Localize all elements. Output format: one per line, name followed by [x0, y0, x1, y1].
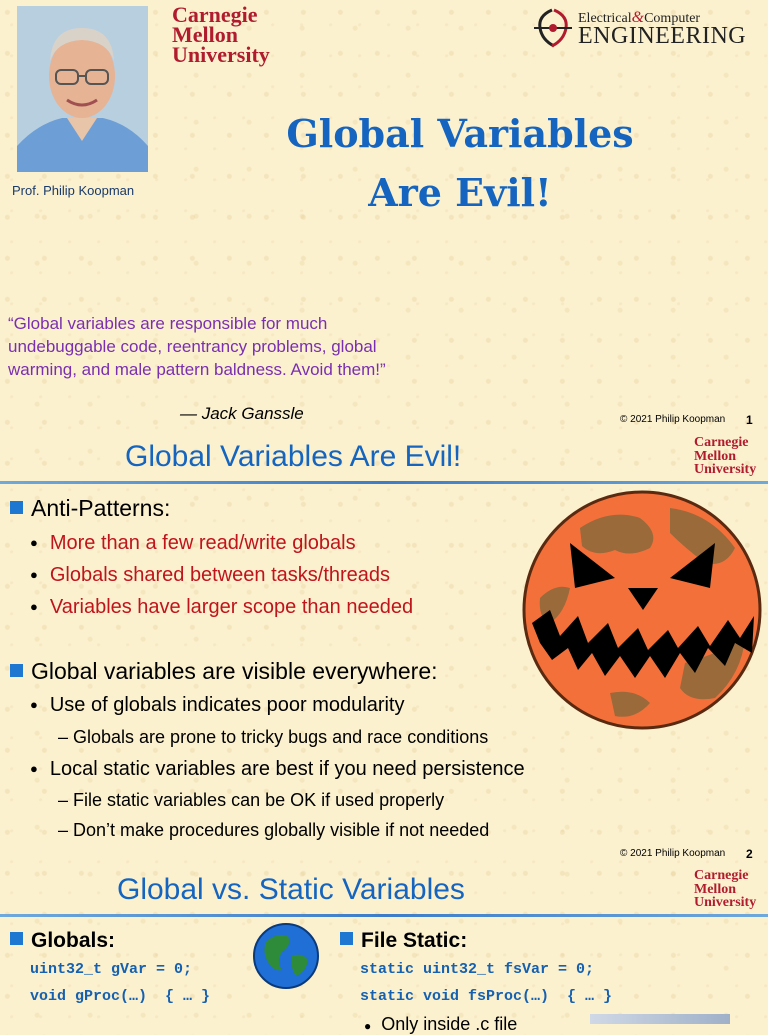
file-static-subbullet: ● Only inside .c file	[364, 1014, 518, 1034]
earth-globe-icon	[252, 922, 320, 995]
slide3-title: Global vs. Static Variables	[117, 873, 465, 906]
slide2-cmu-logo: Carnegie Mellon University	[694, 435, 757, 478]
square-bullet-icon	[10, 932, 23, 945]
slide2-title: Global Variables Are Evil!	[125, 440, 462, 473]
slide2-page-number: 2	[746, 847, 753, 861]
point-modularity: ● Use of globals indicates poor modularity	[30, 694, 405, 717]
evil-globe-jackolantern-icon	[520, 488, 764, 737]
quote-author: — Jack Ganssle	[180, 404, 304, 423]
partial-image	[590, 1014, 730, 1024]
slide2-title-divider	[0, 481, 768, 484]
professor-name: Prof. Philip Koopman	[12, 183, 135, 198]
professor-photo	[17, 6, 148, 172]
antipatterns-heading: Anti-Patterns:	[10, 495, 170, 522]
antipattern-item: ● Variables have larger scope than needed	[30, 596, 413, 619]
globals-heading: Globals:	[10, 929, 115, 953]
square-bullet-icon	[10, 501, 23, 514]
slide1-copyright: © 2021 Philip Koopman	[620, 414, 726, 425]
file-static-code-line: static void fsProc(…) { … }	[360, 988, 613, 1005]
cmu-logo: Carnegie Mellon University	[172, 2, 270, 68]
file-static-heading: File Static:	[340, 929, 467, 953]
ece-logo: Electrical&Computer ENGINEERING	[532, 6, 762, 50]
slide3-title-divider	[0, 914, 768, 917]
globals-code-line: void gProc(…) { … }	[30, 988, 211, 1005]
subpoint-file-static: – File static variables can be OK if used properly	[58, 790, 445, 810]
slide1-page-number: 1	[746, 413, 753, 427]
globals-code-line: uint32_t gVar = 0;	[30, 961, 193, 978]
square-bullet-icon	[340, 932, 353, 945]
slide2-copyright: © 2021 Philip Koopman	[620, 848, 726, 859]
square-bullet-icon	[10, 664, 23, 677]
ganssle-quote: “Global variables are responsible for much undebuggable code, reentrancy problems, global warming, and male pattern baldness. Avoid them!”	[8, 314, 386, 379]
subpoint-procedures: – Don’t make procedures globally visible if not needed	[58, 820, 490, 840]
subpoint-bugs: – Globals are prone to tricky bugs and race conditions	[58, 727, 489, 747]
point-persistence: ● Local static variables are best if you need persistence	[30, 758, 525, 781]
visibility-heading: Global variables are visible everywhere:	[10, 658, 438, 685]
antipattern-item: ● Globals shared between tasks/threads	[30, 564, 390, 587]
antipattern-item: ● More than a few read/write globals	[30, 532, 356, 555]
slide1-title: Global Variables Are Evil!	[286, 111, 634, 215]
file-static-code-line: static uint32_t fsVar = 0;	[360, 961, 595, 978]
ece-emblem-icon	[532, 6, 574, 50]
slide3-cmu-logo: Carnegie Mellon University	[694, 868, 757, 911]
